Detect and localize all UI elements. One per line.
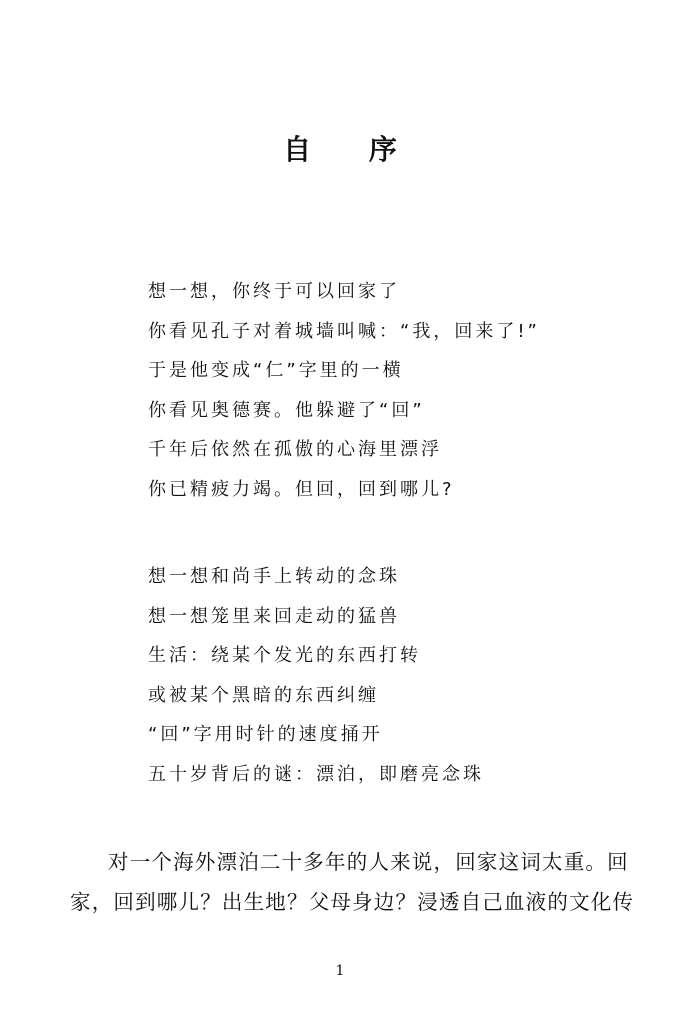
poem-line: 想一想和尚手上转动的念珠 bbox=[148, 566, 400, 587]
poem-line: 你看见孔子对着城墙叫喊：“我，回来了!” bbox=[148, 320, 540, 342]
page-title: 自 序 bbox=[283, 133, 421, 166]
page-number: 1 bbox=[335, 963, 345, 979]
poem-line: “回”字用时针的速度捅开 bbox=[148, 724, 383, 746]
poem-line: 想一想，你终于可以回家了 bbox=[148, 281, 400, 302]
prose-line: 家，回到哪儿？出生地？父母身边？浸透自己血液的文化传 bbox=[70, 890, 635, 914]
poem-line: 你看见奥德赛。他躲避了“回” bbox=[148, 399, 425, 421]
poem-line: 你已精疲力竭。但回，回到哪儿? bbox=[148, 478, 455, 500]
poem-line: 千年后依然在孤傲的心海里漂浮 bbox=[148, 439, 442, 461]
prose-paragraph bbox=[70, 842, 635, 922]
poem-stanza-2 bbox=[148, 557, 618, 795]
poem-stanza-1 bbox=[148, 272, 618, 510]
poem-line: 五十岁背后的谜：漂泊，即磨亮念珠 bbox=[148, 763, 484, 785]
prose-line: 对一个海外漂泊二十多年的人来说，回家这词太重。回 bbox=[108, 850, 629, 874]
poem-line: 生活：绕某个发光的东西打转 bbox=[148, 645, 421, 667]
poem-line: 于是他变成“仁”字里的一横 bbox=[148, 360, 404, 382]
poem-line: 或被某个黑暗的东西纠缠 bbox=[148, 684, 379, 706]
poem-line: 想一想笼里来回走动的猛兽 bbox=[148, 605, 400, 627]
